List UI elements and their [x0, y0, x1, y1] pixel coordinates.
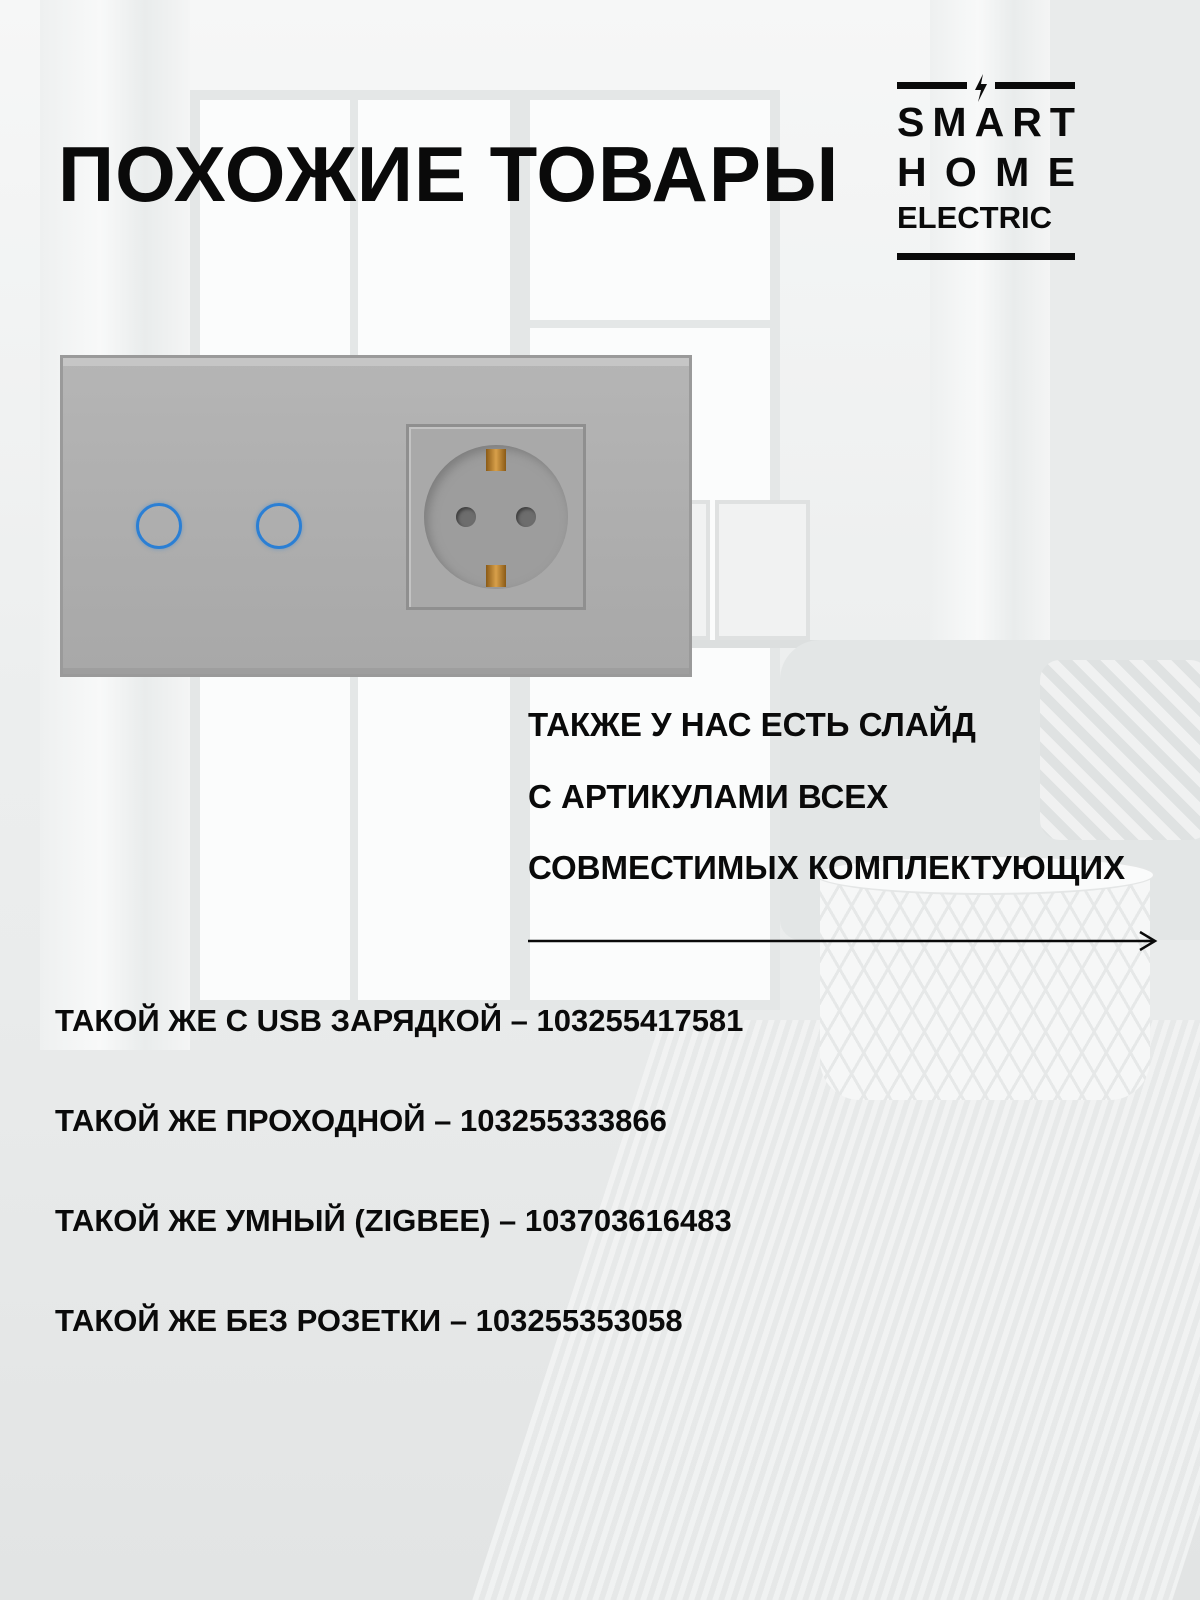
related-item: ТАКОЙ ЖЕ С USB ЗАРЯДКОЙ – 103255417581 [55, 1003, 744, 1038]
lightning-icon [971, 74, 991, 102]
logo-line-electric: ELECTRIC [897, 200, 1052, 235]
logo-line-home: H O M E [897, 149, 1075, 195]
logo-bar [995, 82, 1075, 89]
touch-key-1 [136, 503, 182, 549]
related-item: ТАКОЙ ЖЕ УМНЫЙ (ZIGBEE) – 103703616483 [55, 1203, 732, 1238]
page-title: ПОХОЖИЕ ТОВАРЫ [58, 130, 840, 218]
socket-hole [516, 507, 536, 527]
picture-frame [715, 500, 810, 640]
pillow [1040, 660, 1200, 840]
socket-hole [456, 507, 476, 527]
product-image-switch-socket-panel [60, 355, 692, 677]
related-item: ТАКОЙ ЖЕ ПРОХОДНОЙ – 103255333866 [55, 1103, 667, 1138]
logo-bar [897, 253, 1075, 260]
arrow-right-icon [528, 930, 1158, 952]
earth-contact [486, 449, 506, 471]
power-socket [406, 424, 586, 610]
wire-table [820, 870, 1150, 1100]
earth-contact [486, 565, 506, 587]
info-line: С АРТИКУЛАМИ ВСЕХ [528, 778, 889, 815]
related-item: ТАКОЙ ЖЕ БЕЗ РОЗЕТКИ – 103255353058 [55, 1303, 683, 1338]
logo-bar [897, 82, 967, 89]
touch-key-2 [256, 503, 302, 549]
info-line: СОВМЕСТИМЫХ КОМПЛЕКТУЮЩИХ [528, 849, 1126, 886]
socket-recess [424, 445, 568, 589]
info-line: ТАКЖЕ У НАС ЕСТЬ СЛАЙД [528, 706, 976, 743]
logo-line-smart: S M A R T [897, 99, 1075, 145]
brand-logo [897, 82, 1077, 260]
